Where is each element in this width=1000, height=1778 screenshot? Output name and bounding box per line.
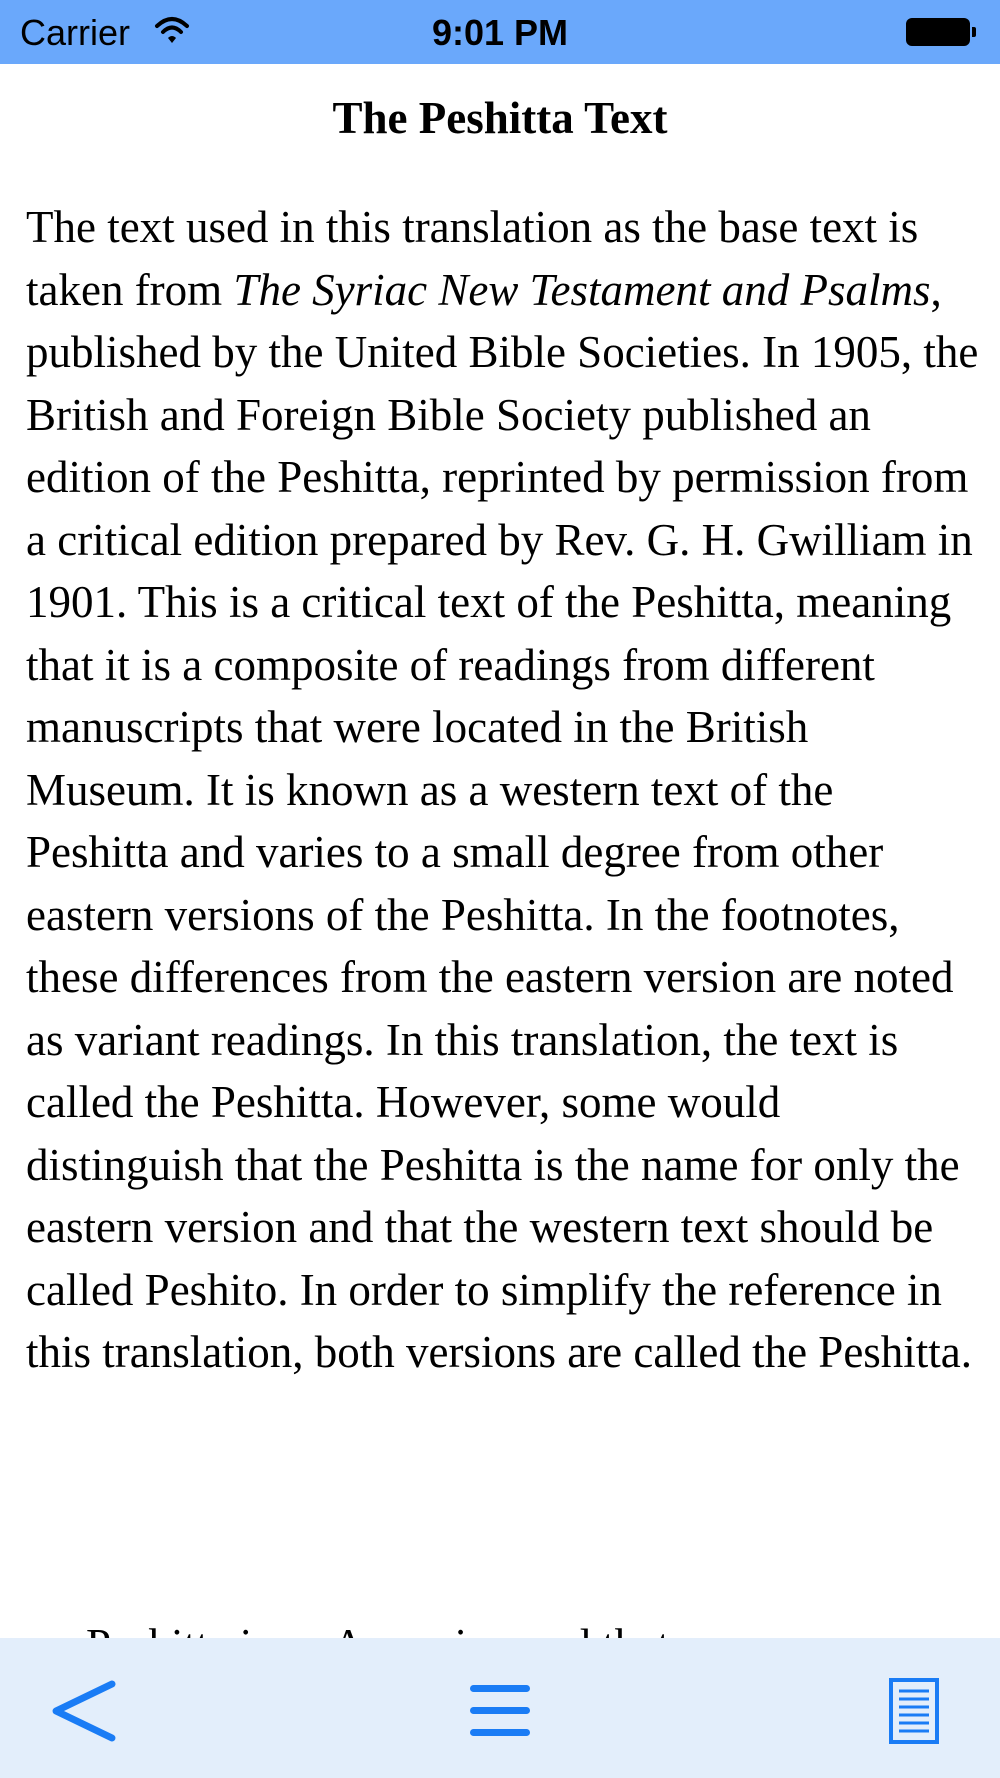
status-time: 9:01 PM: [431, 12, 569, 53]
hamburger-menu-icon[interactable]: [465, 1676, 535, 1746]
carrier-label: Carrier: [20, 12, 131, 53]
bottom-toolbar: [0, 1638, 1000, 1778]
page-title: The Peshitta Text: [332, 93, 668, 143]
paragraph-1-text-a: The text used in this translation as the base text is taken from: [26, 202, 919, 315]
document-icon[interactable]: [880, 1676, 950, 1746]
status-bar: [0, 0, 1000, 64]
paragraph-1: [26, 196, 980, 1384]
chevron-left-icon[interactable]: [48, 1676, 118, 1746]
book-title-italic: The Syriac New Testament and Psalms: [233, 264, 931, 315]
battery-icon: [906, 18, 970, 46]
paragraph-1-text-b: , published by the United Bible Societies. In 1905, the British and Foreign Bible Society published an edition of the Peshitta, reprinted by permission from a critical edition prepared by Rev. G. H. Gwilliam in 1901. This is a critical text of the Peshitta, meaning that it is a composite of readings from different manuscripts that were located in the British Museum. It is known as a western text of the Peshitta and varies to a small degree from other eastern versions of the Peshitta. In the footnotes, these differences from the eastern version are noted as variant readings. In this translation, the text is called the Peshitta. However, some would distinguish that the Peshitta is the name for only the eastern version and that the western text should be called Peshito. In order to simplify the reference in this translation, both versions are called the Peshitta.: [26, 264, 979, 1377]
article-content[interactable]: [0, 64, 1000, 1638]
